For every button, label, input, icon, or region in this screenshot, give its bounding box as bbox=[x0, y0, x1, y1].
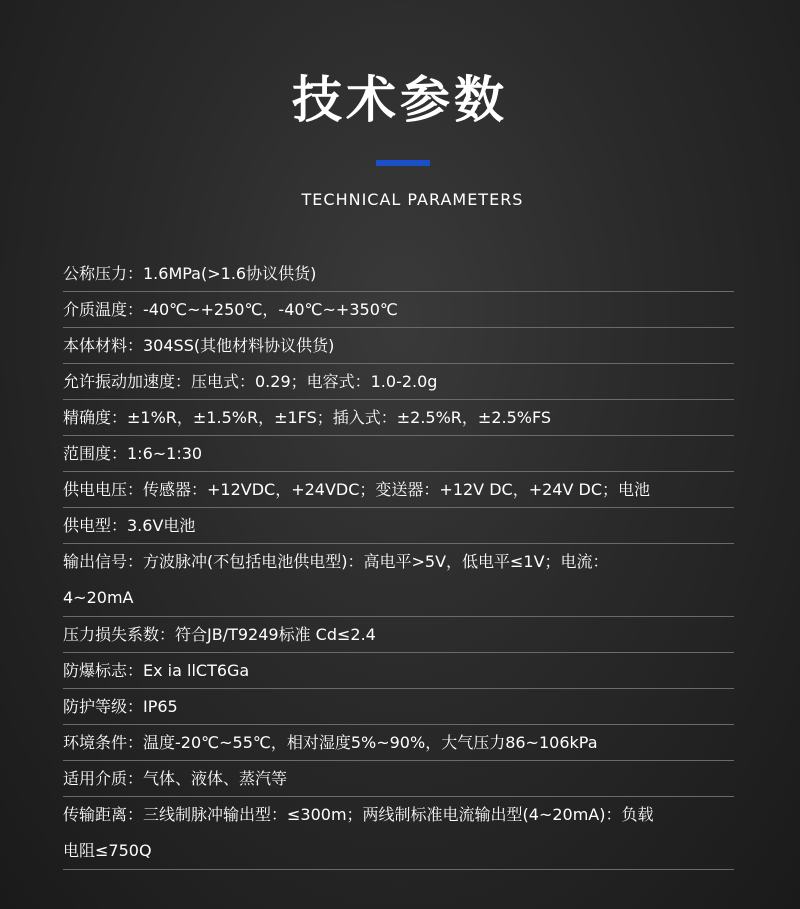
param-text: 精确度：±1%R，±1.5%R，±1FS；插入式：±2.5%R，±2.5%FS bbox=[63, 408, 552, 427]
param-text: 适用介质：气体、液体、蒸汽等 bbox=[63, 769, 288, 788]
param-text: 传输距离：三线制脉冲输出型：≤300m；两线制标准电流输出型(4~20mA)：负载 bbox=[63, 805, 654, 824]
param-supply-type bbox=[63, 508, 734, 544]
param-medium bbox=[63, 761, 734, 797]
page-title: 技术参数 bbox=[292, 71, 508, 129]
param-text: 供电型：3.6V电池 bbox=[63, 516, 196, 535]
title-accent-bar bbox=[376, 160, 430, 166]
param-text: 防护等级：IP65 bbox=[63, 697, 178, 716]
param-text: 供电电压：传感器：+12VDC，+24VDC；变送器：+12V DC，+24V DC；电池 bbox=[63, 480, 650, 499]
param-transmission-distance bbox=[63, 797, 734, 870]
param-body-material bbox=[63, 328, 734, 364]
param-text: 本体材料：304SS(其他材料协议供货) bbox=[63, 336, 335, 355]
param-output-signal bbox=[63, 544, 734, 617]
param-vibration bbox=[63, 364, 734, 400]
param-text-continued: 4~20mA bbox=[63, 588, 134, 607]
param-medium-temperature bbox=[63, 292, 734, 328]
param-explosion-proof bbox=[63, 653, 734, 689]
param-text: 防爆标志：Ex ia llCT6Ga bbox=[63, 661, 250, 680]
param-nominal-pressure bbox=[63, 256, 734, 292]
param-text: 压力损失系数：符合JB/T9249标准 Cd≤2.4 bbox=[63, 625, 376, 644]
param-text: 公称压力：1.6MPa(>1.6协议供货) bbox=[63, 264, 317, 283]
param-environment bbox=[63, 725, 734, 761]
param-text-continued: 电阻≤750Q bbox=[63, 841, 152, 860]
param-text: 介质温度：-40℃~+250℃，-40℃~+350℃ bbox=[63, 300, 398, 319]
param-text: 范围度：1:6~1:30 bbox=[63, 444, 203, 463]
param-text: 输出信号：方波脉冲(不包括电池供电型)：高电平>5V，低电平≤1V；电流： bbox=[63, 552, 609, 571]
parameter-list bbox=[63, 256, 734, 870]
param-text: 允许振动加速度：压电式：0.29；电容式：1.0-2.0g bbox=[63, 372, 438, 391]
param-accuracy bbox=[63, 400, 734, 436]
page-subtitle: TECHNICAL PARAMETERS bbox=[301, 190, 524, 209]
param-supply-voltage bbox=[63, 472, 734, 508]
param-range bbox=[63, 436, 734, 472]
param-pressure-loss bbox=[63, 617, 734, 653]
param-text: 环境条件：温度-20℃~55℃，相对湿度5%~90%，大气压力86~106kPa bbox=[63, 733, 598, 752]
param-protection-grade bbox=[63, 689, 734, 725]
